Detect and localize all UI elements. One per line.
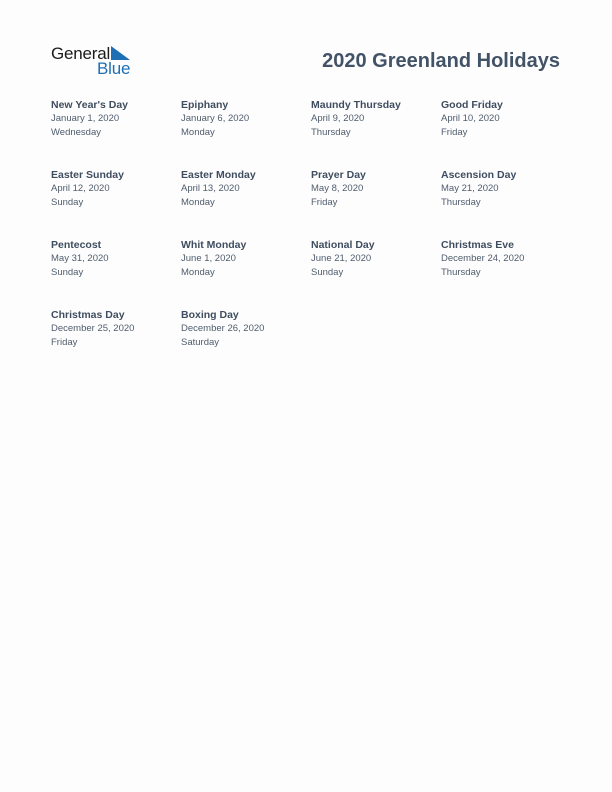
holiday-entry [51,308,181,378]
holiday-name: New Year's Day [51,99,129,111]
logo-word-blue: Blue [97,59,131,78]
holiday-date: December 24, 2020 [441,253,525,264]
holiday-weekday: Sunday [51,266,84,278]
holiday-date: April 9, 2020 [311,113,365,124]
holiday-date: January 1, 2020 [51,113,120,124]
holiday-weekday: Thursday [311,126,351,138]
holiday-name: Boxing Day [181,309,239,321]
holiday-entry [441,238,571,308]
brand-logo [51,44,133,78]
page-title: 2020 Greenland Holidays [322,50,560,72]
holiday-date: April 13, 2020 [181,183,240,194]
holiday-weekday: Monday [181,266,215,278]
holiday-name: Prayer Day [311,169,366,181]
holiday-name: Pentecost [51,239,102,251]
holiday-weekday: Monday [181,126,215,138]
holiday-weekday: Friday [51,336,78,348]
holiday-name: National Day [311,239,375,251]
holiday-name: Easter Sunday [51,169,124,181]
holiday-name: Christmas Day [51,309,125,321]
holiday-weekday: Monday [181,196,215,208]
holiday-date: May 31, 2020 [51,253,109,264]
holiday-date: June 21, 2020 [311,253,372,264]
holiday-entry [181,98,311,168]
holiday-weekday: Thursday [441,266,481,278]
holiday-entry [311,168,441,238]
holiday-entry [311,98,441,168]
holiday-name: Ascension Day [441,169,517,181]
holiday-name: Whit Monday [181,239,247,251]
holiday-name: Christmas Eve [441,239,514,251]
holiday-grid [51,98,571,378]
logo-word-general: General [51,44,111,63]
holiday-entry [51,168,181,238]
holiday-date: April 10, 2020 [441,113,500,124]
holiday-entry [441,168,571,238]
holiday-date: January 6, 2020 [181,113,250,124]
holiday-date: December 25, 2020 [51,323,135,334]
holiday-entry [181,238,311,308]
holiday-entry [51,98,181,168]
holiday-entry [181,308,311,378]
holiday-weekday: Saturday [181,336,220,348]
holiday-entry [441,98,571,168]
holiday-entry [181,168,311,238]
holiday-name: Maundy Thursday [311,99,401,111]
holiday-weekday: Thursday [441,196,481,208]
holiday-date: June 1, 2020 [181,253,236,264]
holiday-date: April 12, 2020 [51,183,110,194]
holiday-date: May 8, 2020 [311,183,364,194]
holiday-date: December 26, 2020 [181,323,265,334]
holiday-name: Epiphany [181,99,229,111]
holiday-date: May 21, 2020 [441,183,499,194]
holiday-weekday: Wednesday [51,126,101,138]
holiday-weekday: Sunday [311,266,344,278]
holiday-entry [51,238,181,308]
logo-triangle-icon [111,46,130,60]
holiday-entry [311,238,441,308]
holiday-weekday: Friday [311,196,338,208]
holiday-weekday: Sunday [51,196,84,208]
holiday-name: Good Friday [441,99,503,111]
holiday-weekday: Friday [441,126,468,138]
holiday-name: Easter Monday [181,169,256,181]
